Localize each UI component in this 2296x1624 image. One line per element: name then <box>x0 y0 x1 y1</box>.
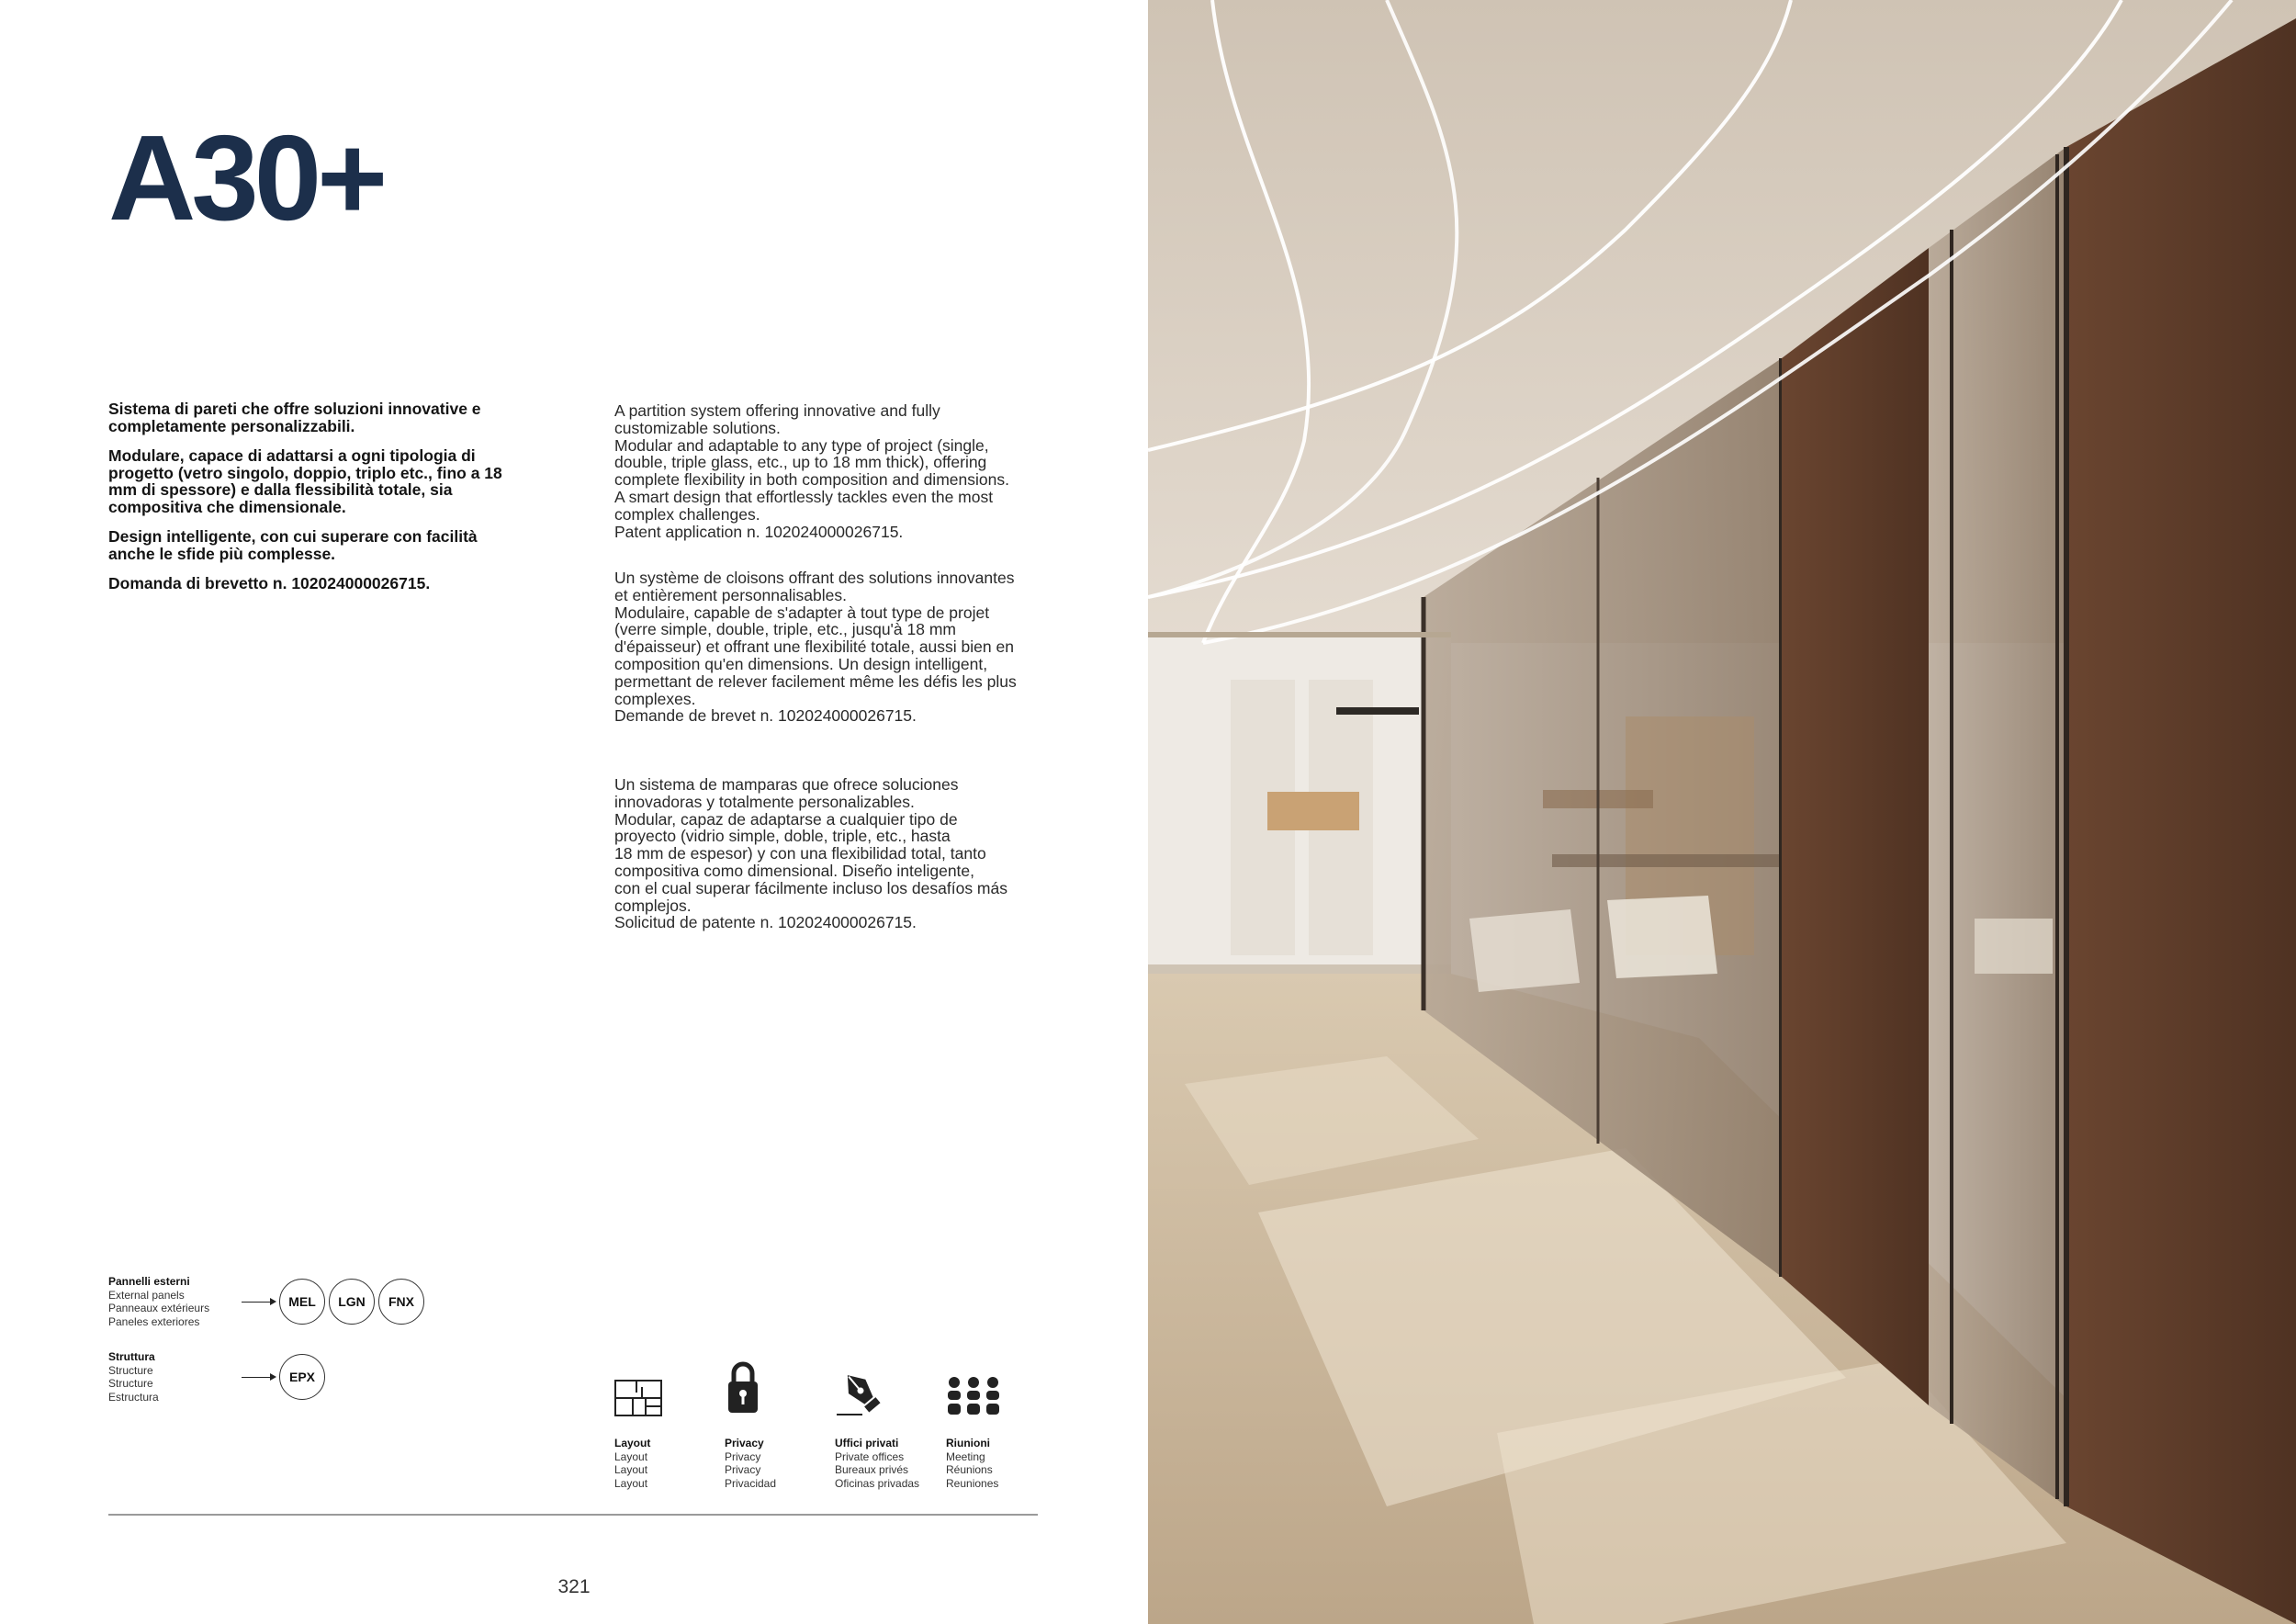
french-description <box>614 570 1055 725</box>
italian-paragraph: Domanda di brevetto n. 102024000026715. <box>108 574 431 592</box>
feature-en: Layout <box>614 1449 648 1463</box>
page-number: 321 <box>557 1576 591 1597</box>
spanish-line: complejos. <box>614 896 692 915</box>
code-badge-epx: EPX <box>279 1354 325 1400</box>
feature-en: Private offices <box>835 1449 905 1463</box>
italian-description <box>108 400 522 605</box>
legend-structure-es: Estructura <box>108 1390 159 1404</box>
feature-layout <box>614 1354 715 1490</box>
product-title: A30+ <box>108 110 384 245</box>
office-photo <box>1148 0 2296 1624</box>
legend-structure-fr: Structure <box>108 1377 153 1390</box>
legend-structure-text <box>108 1350 159 1404</box>
french-line: complexes. <box>614 689 696 708</box>
spanish-line: compositiva como dimensional. Diseño inteligente, <box>614 861 975 880</box>
arrow-right-icon <box>242 1377 275 1378</box>
legend-structure-en: Structure <box>108 1363 153 1377</box>
feature-title: Riunioni <box>946 1437 990 1449</box>
code-badge-lgn: LGN <box>329 1279 375 1325</box>
feature-fr: Layout <box>614 1463 648 1476</box>
french-line: et entièrement personnalisables. <box>614 585 847 604</box>
french-line: d'épaisseur) et offrant une flexibilité totale, aussi bien en <box>614 637 1014 657</box>
feature-title: Privacy <box>725 1437 764 1449</box>
italian-paragraph: Sistema di pareti che offre soluzioni innovative e completamente personalizzabili. <box>108 400 481 435</box>
feature-private-offices-text <box>835 1437 936 1490</box>
feature-meeting <box>946 1354 1047 1490</box>
english-line: customizable solutions. <box>614 418 781 437</box>
feature-title: Uffici privati <box>835 1437 899 1449</box>
feature-es: Layout <box>614 1476 648 1490</box>
spanish-line: Modular, capaz de adaptarse a cualquier tipo de <box>614 809 958 829</box>
feature-meeting-text <box>946 1437 1047 1490</box>
code-badge-fnx: FNX <box>378 1279 424 1325</box>
english-line: A partition system offering innovative and fully <box>614 401 940 420</box>
french-line: (verre simple, double, triple, etc., jusqu'à 18 mm <box>614 620 956 639</box>
feature-es: Privacidad <box>725 1476 777 1490</box>
english-line: Patent application n. 102024000026715. <box>614 522 904 541</box>
english-line: complete flexibility in both composition and dimensions. <box>614 470 1009 490</box>
french-line: Un système de cloisons offrant des solutions innovantes <box>614 569 1015 587</box>
feature-es: Oficinas privadas <box>835 1476 920 1490</box>
feature-layout-text <box>614 1437 715 1490</box>
code-badge-mel: MEL <box>279 1279 325 1325</box>
feature-privacy <box>725 1354 826 1490</box>
feature-fr: Privacy <box>725 1463 761 1476</box>
structure-codes <box>279 1354 325 1400</box>
english-line: double, triple glass, etc., up to 18 mm thick), offering <box>614 453 987 472</box>
legend-structure <box>108 1350 439 1405</box>
spanish-line: 18 mm de espesor) y con una flexibilidad total, tanto <box>614 844 986 863</box>
arrow-right-icon <box>242 1302 275 1303</box>
padlock-icon <box>725 1354 826 1418</box>
legend-panels-text <box>108 1275 209 1328</box>
french-line: Modulaire, capable de s'adapter à tout type de projet <box>614 603 990 622</box>
legend-structure-title: Struttura <box>108 1350 155 1363</box>
feature-fr: Bureaux privés <box>835 1463 909 1476</box>
french-line: composition qu'en dimensions. Un design intelligent, <box>614 654 988 673</box>
feature-fr: Réunions <box>946 1463 993 1476</box>
spanish-line: innovadoras y totalmente personalizables. <box>614 792 915 811</box>
french-line: Demande de brevet n. 102024000026715. <box>614 706 917 726</box>
feature-title: Layout <box>614 1437 651 1449</box>
italian-paragraph: Modulare, capace di adattarsi a ogni tipologia di progetto (vetro singolo, doppio, triplo etc., fino a 18 mm di spessore) e dalla flessibilità totale, sia compositiva che dimensionale. <box>108 446 502 516</box>
spanish-description <box>614 776 1055 931</box>
feature-en: Meeting <box>946 1449 985 1463</box>
divider <box>108 1514 1038 1516</box>
fountain-pen-icon <box>835 1354 936 1418</box>
feature-private-offices <box>835 1354 936 1490</box>
legend-panels-es: Paneles exteriores <box>108 1314 200 1328</box>
legend-panels-en: External panels <box>108 1288 185 1302</box>
feature-en: Privacy <box>725 1449 761 1463</box>
legend-external-panels <box>108 1275 439 1330</box>
english-line: complex challenges. <box>614 504 760 524</box>
english-description <box>614 402 1055 540</box>
feature-es: Reuniones <box>946 1476 999 1490</box>
feature-privacy-text <box>725 1437 826 1490</box>
spanish-line: proyecto (vidrio simple, doble, triple, etc., hasta <box>614 827 951 846</box>
italian-paragraph: Design intelligente, con cui superare con facilità anche le sfide più complesse. <box>108 527 478 563</box>
layout-icon <box>614 1354 715 1418</box>
english-line: Modular and adaptable to any type of project (single, <box>614 435 989 455</box>
french-line: permettant de relever facilement même les défis les plus <box>614 671 1017 691</box>
spanish-line: Un sistema de mamparas que ofrece soluciones <box>614 775 959 794</box>
spanish-line: con el cual superar fácilmente incluso los desafíos más <box>614 878 1007 897</box>
english-line: A smart design that effortlessly tackles even the most <box>614 487 994 506</box>
legend-panels-title: Pannelli esterni <box>108 1275 190 1288</box>
panel-codes <box>279 1279 424 1325</box>
spanish-line: Solicitud de patente n. 102024000026715. <box>614 913 917 932</box>
meeting-people-icon <box>946 1354 1047 1418</box>
legend-panels-fr: Panneaux extérieurs <box>108 1302 210 1314</box>
